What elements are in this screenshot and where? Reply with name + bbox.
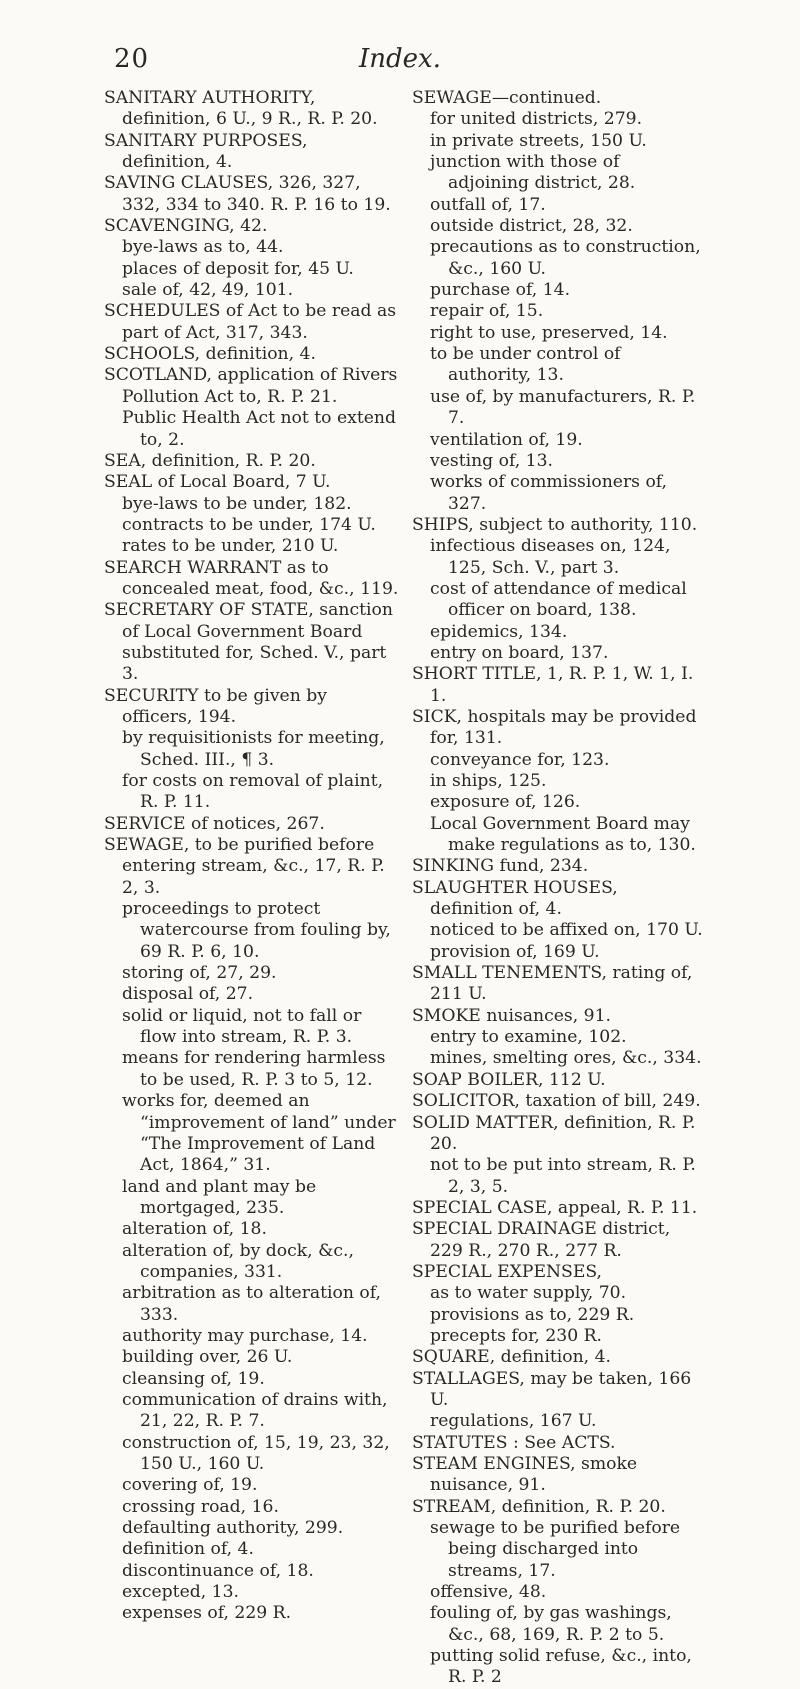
index-subentry: precautions as to construction, &c., 160 U. bbox=[430, 237, 701, 279]
index-subentry: places of deposit for, 45 U. bbox=[122, 258, 354, 279]
index-entry: SPECIAL EXPENSES, bbox=[412, 1261, 602, 1282]
index-entry: SPECIAL CASE, appeal, R. P. 11. bbox=[412, 1197, 698, 1218]
index-subentry: conveyance for, 123. bbox=[430, 749, 610, 770]
index-entry: SCAVENGING, 42. bbox=[104, 216, 268, 237]
page-header bbox=[0, 44, 800, 78]
index-subentry: Public Health Act not to extend to, 2. bbox=[122, 408, 396, 450]
index-subentry: use of, by manufacturers, R. P. 7. bbox=[430, 386, 696, 429]
index-subentry: storing of, 27, 29. bbox=[122, 963, 277, 984]
index-subentry: Local Government Board may make regulations as to, 130. bbox=[430, 813, 696, 856]
index-subentry: right to use, preserved, 14. bbox=[430, 322, 668, 343]
index-subentry: offensive, 48. bbox=[430, 1582, 547, 1603]
index-subentry: cost of attendance of medical officer on board, 138. bbox=[430, 578, 687, 621]
index-subentry: putting solid refuse, &c., into, R. P. 2 bbox=[430, 1646, 692, 1688]
index-entry: STEAM ENGINES, smoke nuisance, 91. bbox=[412, 1454, 638, 1496]
index-entry: SOLICITOR, taxation of bill, 249. bbox=[412, 1091, 701, 1112]
index-entry: SINKING fund, 234. bbox=[412, 856, 589, 877]
index-subentry: provisions as to, 229 R. bbox=[430, 1304, 635, 1325]
index-subentry: for costs on removal of plaint, R. P. 11. bbox=[122, 771, 384, 813]
index-subentry: outfall of, 17. bbox=[430, 194, 546, 215]
index-subentry: for united districts, 279. bbox=[430, 109, 643, 130]
index-entry: SQUARE, definition, 4. bbox=[412, 1347, 611, 1368]
index-subentry: junction with those of adjoining district, 28. bbox=[430, 152, 636, 194]
index-entry: SERVICE of notices, 267. bbox=[104, 813, 325, 834]
index-subentry: bye-laws as to, 44. bbox=[122, 237, 284, 258]
index-subentry: authority may purchase, 14. bbox=[122, 1325, 368, 1346]
index-subentry: communication of drains with, 21, 22, R. P. 7. bbox=[122, 1389, 388, 1432]
index-entry: SEWAGE—continued. bbox=[412, 88, 602, 108]
index-subentry: proceedings to protect watercourse from fouling by, 69 R. P. 6, 10. bbox=[122, 899, 391, 962]
index-subentry: expenses of, 229 R. bbox=[122, 1603, 292, 1624]
index-subentry: cleansing of, 19. bbox=[122, 1368, 265, 1389]
index-subentry: land and plant may be mortgaged, 235. bbox=[122, 1176, 317, 1218]
index-column-right bbox=[412, 88, 704, 1689]
index-subentry: disposal of, 27. bbox=[122, 984, 254, 1005]
index-subentry: solid or liquid, not to fall or flow into stream, R. P. 3. bbox=[122, 1005, 362, 1048]
index-subentry: provision of, 169 U. bbox=[430, 941, 600, 962]
index-entry: SLAUGHTER HOUSES, definition of, 4. bbox=[412, 877, 618, 920]
index-subentry: arbitration as to alteration of, 333. bbox=[122, 1283, 381, 1325]
index-entry: SHIPS, subject to authority, 110. bbox=[412, 514, 698, 535]
index-subentry: construction of, 15, 19, 23, 32, 150 U., 160 U. bbox=[122, 1432, 390, 1474]
index-subentry: covering of, 19. bbox=[122, 1475, 258, 1496]
index-subentry: entry on board, 137. bbox=[430, 642, 609, 663]
index-entry: SECRETARY OF STATE, sanction of Local Government Board substituted for, Sched. V., part 3. bbox=[104, 600, 393, 685]
index-entry: SICK, hospitals may be provided for, 131. bbox=[412, 706, 697, 749]
index-entry: SEAL of Local Board, 7 U. bbox=[104, 472, 331, 493]
index-subentry: to be under control of authority, 13. bbox=[430, 344, 621, 386]
index-subentry: as to water supply, 70. bbox=[430, 1283, 627, 1304]
index-entry: STALLAGES, may be taken, 166 U. bbox=[412, 1368, 692, 1410]
index-subentry: fouling of, by gas washings, &c., 68, 169, R. P. 2 to 5. bbox=[430, 1603, 672, 1645]
index-subentry: defaulting authority, 299. bbox=[122, 1518, 344, 1539]
index-subentry: mines, smelting ores, &c., 334. bbox=[430, 1048, 702, 1069]
index-entry: SCHEDULES of Act to be read as part of Act, 317, 343. bbox=[104, 301, 397, 343]
index-subentry: contracts to be under, 174 U. bbox=[122, 514, 376, 535]
index-subentry: purchase of, 14. bbox=[430, 280, 571, 301]
index-subentry: infectious diseases on, 124, 125, Sch. V., part 3. bbox=[430, 536, 671, 578]
index-subentry: discontinuance of, 18. bbox=[122, 1560, 314, 1581]
index-subentry: regulations, 167 U. bbox=[430, 1411, 597, 1432]
index-entry: SEA, definition, R. P. 20. bbox=[104, 450, 316, 471]
index-subentry: repair of, 15. bbox=[430, 301, 544, 322]
index-subentry: in private streets, 150 U. bbox=[430, 130, 647, 151]
index-entry: SANITARY AUTHORITY, definition, 6 U., 9 R., R. P. 20. bbox=[104, 88, 378, 130]
index-entry: SMALL TENEMENTS, rating of, 211 U. bbox=[412, 963, 693, 1005]
index-entry: SMOKE nuisances, 91. bbox=[412, 1005, 611, 1026]
index-subentry: entry to examine, 102. bbox=[430, 1027, 627, 1048]
index-subentry: outside district, 28, 32. bbox=[430, 216, 633, 237]
index-entry: SEWAGE, to be purified before entering stream, &c., 17, R. P. 2, 3. bbox=[104, 835, 385, 898]
index-subentry: in ships, 125. bbox=[430, 771, 547, 791]
index-subentry: by requisitionists for meeting, Sched. III., ¶ 3. bbox=[122, 728, 385, 770]
index-entry: SHORT TITLE, 1, R. P. 1, W. 1, I. 1. bbox=[412, 664, 694, 706]
index-subentry: works for, deemed an “improvement of land” under “The Improvement of Land Act, 1864,” 31. bbox=[122, 1091, 396, 1176]
index-entry: SOAP BOILER, 112 U. bbox=[412, 1069, 606, 1090]
index-subentry: bye-laws to be under, 182. bbox=[122, 493, 352, 514]
index-entry: SAVING CLAUSES, 326, 327, 332, 334 to 340. R. P. 16 to 19. bbox=[104, 173, 391, 215]
index-subentry: alteration of, by dock, &c., companies, 331. bbox=[122, 1240, 354, 1282]
index-entry: STATUTES : See ACTS. bbox=[412, 1432, 616, 1453]
index-entry: SANITARY PURPOSES, definition, 4. bbox=[104, 130, 308, 173]
index-subentry: ventilation of, 19. bbox=[430, 429, 583, 450]
index-subentry: not to be put into stream, R. P. 2, 3, 5. bbox=[430, 1155, 696, 1197]
page-number: 20 bbox=[114, 44, 150, 74]
index-entry: SCOTLAND, application of Rivers Pollution Act to, R. P. 21. bbox=[104, 365, 398, 407]
index-subentry: works of commissioners of, 327. bbox=[430, 472, 667, 514]
index-subentry: noticed to be affixed on, 170 U. bbox=[430, 920, 703, 941]
index-subentry: building over, 26 U. bbox=[122, 1347, 293, 1368]
index-subentry: alteration of, 18. bbox=[122, 1219, 267, 1240]
index-subentry: precepts for, 230 R. bbox=[430, 1325, 603, 1346]
index-entry: SEARCH WARRANT as to concealed meat, food, &c., 119. bbox=[104, 557, 399, 599]
index-subentry: definition of, 4. bbox=[122, 1539, 254, 1560]
index-subentry: epidemics, 134. bbox=[430, 621, 568, 642]
index-subentry: vesting of, 13. bbox=[430, 450, 553, 471]
index-subentry: crossing road, 16. bbox=[122, 1496, 279, 1517]
index-subentry: rates to be under, 210 U. bbox=[122, 536, 339, 557]
index-subentry: excepted, 13. bbox=[122, 1582, 240, 1603]
index-entry: STREAM, definition, R. P. 20. bbox=[412, 1496, 666, 1517]
index-entry: SPECIAL DRAINAGE district, 229 R., 270 R., 277 R. bbox=[412, 1219, 671, 1261]
index-entry: SECURITY to be given by officers, 194. bbox=[104, 685, 327, 727]
running-title: Index. bbox=[359, 44, 441, 74]
index-subentry: sale of, 42, 49, 101. bbox=[122, 280, 294, 301]
index-subentry: means for rendering harmless to be used, R. P. 3 to 5, 12. bbox=[122, 1048, 386, 1090]
index-subentry: sewage to be purified before being discharged into streams, 17. bbox=[430, 1518, 681, 1581]
index-entry: SCHOOLS, definition, 4. bbox=[104, 344, 316, 365]
index-column-left bbox=[104, 88, 400, 1625]
index-entry: SOLID MATTER, definition, R. P. 20. bbox=[412, 1112, 696, 1154]
index-subentry: exposure of, 126. bbox=[430, 792, 581, 813]
